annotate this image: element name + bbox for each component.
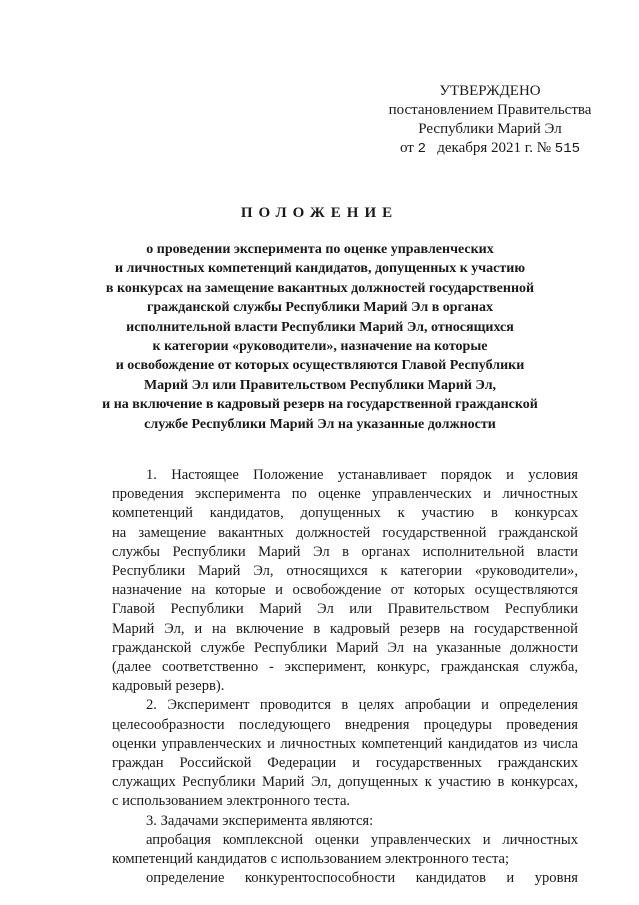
paragraph-1-line: Главой Республики Марий Эл или Правительством Республики (112, 601, 578, 618)
date-month-year: декабря 2021 г. № (437, 140, 552, 156)
subtitle-line: и личностных компетенций кандидатов, допущенных к участию (114, 261, 526, 277)
paragraph-1-line: Марий Эл, и на включение в кадровый резерв на государственной (112, 620, 578, 637)
date-day: 2 (417, 141, 426, 157)
paragraph-1-line: (далее соответственно - эксперимент, конкурс, гражданская служба, (112, 659, 578, 676)
subtitle-line: к категории «руководители», назначение на которые (152, 339, 488, 355)
paragraph-1-line: 1. Настоящее Положение устанавливает порядок и условия (146, 467, 578, 483)
paragraph-2-line: служащих Республики Марий Эл, допущенных к участию в конкурсах, (112, 774, 578, 791)
approval-block (380, 82, 600, 159)
approval-heading: УТВЕРЖДЕНО (439, 83, 541, 99)
approval-region: Республики Марий Эл (418, 121, 562, 137)
paragraph-4-line: определение конкурентоспособности кандидатов и уровня (146, 870, 578, 887)
subtitle-line: о проведении эксперимента по оценке управленческих (146, 242, 494, 257)
document-title: ПОЛОЖЕНИЕ (240, 205, 399, 221)
document-subtitle (95, 240, 545, 434)
approval-authority: постановлением Правительства (388, 102, 592, 118)
document-body (112, 466, 578, 888)
subtitle-line: службе Республики Марий Эл на указанные должности (144, 416, 496, 432)
paragraph-2-line: граждан Российской Федерации и государственных гражданских (112, 755, 578, 772)
paragraph-2-line: оценки управленческих и личностных компетенций кандидатов из числа (112, 735, 578, 752)
paragraph-2-line: с использованием электронного теста. (112, 793, 351, 810)
paragraph-1-line: проведения эксперимента по оценке управленческих и личностных (112, 486, 578, 503)
paragraph-1-line: кадровый резерв). (112, 678, 225, 695)
paragraph-1-line: компетенций кандидатов, допущенных к участию в конкурсах (112, 505, 578, 522)
paragraph-1-line: на замещение вакантных должностей государственной гражданской (112, 524, 578, 541)
subtitle-line: в конкурсах на замещение вакантных должностей государственной (105, 280, 535, 296)
paragraph-3-line: компетенций кандидатов с использованием электронного теста; (112, 851, 510, 868)
paragraph-2-line: целесообразности последующего внедрения процедуры проведения (112, 716, 578, 733)
paragraph-1-line: службы Республики Марий Эл в органах исполнительной власти (112, 543, 578, 560)
paragraph-1-line: Республики Марий Эл, относящихся к категории «руководители», (112, 563, 578, 580)
paragraph-2-line: 2. Эксперимент проводится в целях апробации и определения (146, 697, 578, 714)
paragraph-1-line: назначение на которые и освобождение от которых осуществляются (112, 582, 578, 599)
paragraph-3-line: 3. Задачами эксперимента являются: (146, 812, 374, 829)
subtitle-line: и на включение в кадровый резерв на государственной гражданской (102, 397, 538, 413)
paragraph-1-line: гражданской службе Республики Марий Эл на указанные должности (112, 639, 578, 656)
subtitle-line: исполнительной власти Республики Марий Эл, относящихся (126, 319, 514, 335)
subtitle-line: и освобождение от которых осуществляются Главой Республики (115, 358, 525, 374)
paragraph-3-line: апробация комплексной оценки управленческих и личностных (146, 831, 578, 848)
date-prefix: от (399, 140, 414, 156)
subtitle-line: гражданской службы Республики Марий Эл в органах (146, 300, 493, 316)
approval-date (380, 139, 600, 159)
document-number: 515 (554, 141, 581, 157)
subtitle-line: Марий Эл или Правительством Республики Марий Эл, (143, 377, 497, 393)
